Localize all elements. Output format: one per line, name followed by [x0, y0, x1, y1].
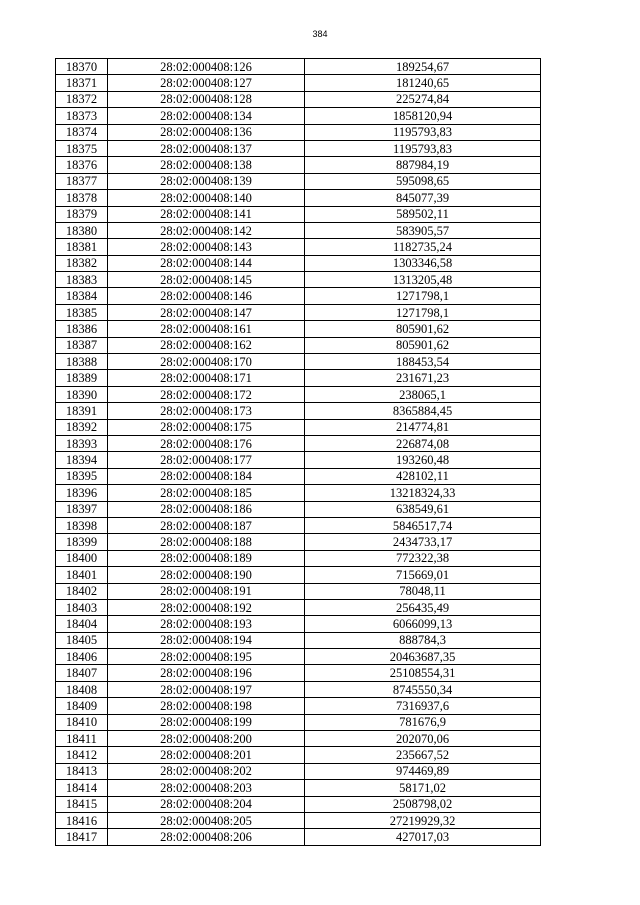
cadastral-number-cell: 28:02:000408:195 [108, 649, 305, 665]
table-row [56, 337, 541, 353]
row-number-cell: 18409 [56, 698, 108, 714]
table-row [56, 780, 541, 796]
cadastral-value-cell: 238065,1 [305, 386, 541, 402]
cadastral-number-cell: 28:02:000408:203 [108, 780, 305, 796]
cadastral-number-cell: 28:02:000408:170 [108, 354, 305, 370]
row-number-cell: 18401 [56, 567, 108, 583]
row-number-cell: 18390 [56, 386, 108, 402]
cadastral-number-cell: 28:02:000408:127 [108, 75, 305, 91]
table-row [56, 272, 541, 288]
cadastral-value-cell: 6066099,13 [305, 616, 541, 632]
table-row [56, 91, 541, 107]
cadastral-value-cell: 805901,62 [305, 337, 541, 353]
cadastral-number-cell: 28:02:000408:193 [108, 616, 305, 632]
row-number-cell: 18413 [56, 763, 108, 779]
row-number-cell: 18383 [56, 272, 108, 288]
cadastral-number-cell: 28:02:000408:189 [108, 550, 305, 566]
cadastral-value-cell: 583905,57 [305, 222, 541, 238]
cadastral-value-cell: 715669,01 [305, 567, 541, 583]
table-row [56, 173, 541, 189]
row-number-cell: 18405 [56, 632, 108, 648]
cadastral-value-cell: 181240,65 [305, 75, 541, 91]
row-number-cell: 18381 [56, 239, 108, 255]
row-number-cell: 18370 [56, 59, 108, 75]
cadastral-number-cell: 28:02:000408:144 [108, 255, 305, 271]
row-number-cell: 18384 [56, 288, 108, 304]
cadastral-number-cell: 28:02:000408:196 [108, 665, 305, 681]
cadastral-value-cell: 427017,03 [305, 829, 541, 845]
cadastral-number-cell: 28:02:000408:198 [108, 698, 305, 714]
cadastral-number-cell: 28:02:000408:185 [108, 485, 305, 501]
row-number-cell: 18372 [56, 91, 108, 107]
cadastral-value-cell: 189254,67 [305, 59, 541, 75]
cadastral-value-cell: 8365884,45 [305, 403, 541, 419]
table-row [56, 190, 541, 206]
cadastral-value-cell: 188453,54 [305, 354, 541, 370]
row-number-cell: 18376 [56, 157, 108, 173]
table-row [56, 517, 541, 533]
cadastral-number-cell: 28:02:000408:186 [108, 501, 305, 517]
cadastral-value-cell: 638549,61 [305, 501, 541, 517]
row-number-cell: 18404 [56, 616, 108, 632]
cadastral-value-cell: 1271798,1 [305, 304, 541, 320]
cadastral-number-cell: 28:02:000408:200 [108, 731, 305, 747]
table-row [56, 157, 541, 173]
cadastral-value-cell: 193260,48 [305, 452, 541, 468]
row-number-cell: 18392 [56, 419, 108, 435]
table-row [56, 304, 541, 320]
table-row [56, 698, 541, 714]
row-number-cell: 18411 [56, 731, 108, 747]
cadastral-number-cell: 28:02:000408:177 [108, 452, 305, 468]
table-row [56, 501, 541, 517]
table-row [56, 599, 541, 615]
cadastral-value-cell: 2434733,17 [305, 534, 541, 550]
table-row [56, 731, 541, 747]
cadastral-value-cell: 202070,06 [305, 731, 541, 747]
cadastral-number-cell: 28:02:000408:139 [108, 173, 305, 189]
cadastral-number-cell: 28:02:000408:205 [108, 812, 305, 828]
row-number-cell: 18400 [56, 550, 108, 566]
table-row [56, 239, 541, 255]
row-number-cell: 18414 [56, 780, 108, 796]
row-number-cell: 18399 [56, 534, 108, 550]
table-row [56, 534, 541, 550]
table-row [56, 714, 541, 730]
cadastral-value-cell: 2508798,02 [305, 796, 541, 812]
cadastral-number-cell: 28:02:000408:187 [108, 517, 305, 533]
table-row [56, 796, 541, 812]
cadastral-value-cell: 20463687,35 [305, 649, 541, 665]
cadastral-number-cell: 28:02:000408:202 [108, 763, 305, 779]
row-number-cell: 18403 [56, 599, 108, 615]
cadastral-number-cell: 28:02:000408:184 [108, 468, 305, 484]
cadastral-number-cell: 28:02:000408:142 [108, 222, 305, 238]
row-number-cell: 18388 [56, 354, 108, 370]
row-number-cell: 18416 [56, 812, 108, 828]
row-number-cell: 18394 [56, 452, 108, 468]
cadastral-value-cell: 8745550,34 [305, 681, 541, 697]
cadastral-value-cell: 428102,11 [305, 468, 541, 484]
row-number-cell: 18386 [56, 321, 108, 337]
cadastral-value-cell: 256435,49 [305, 599, 541, 615]
table-row [56, 140, 541, 156]
row-number-cell: 18373 [56, 108, 108, 124]
cadastral-number-cell: 28:02:000408:192 [108, 599, 305, 615]
row-number-cell: 18375 [56, 140, 108, 156]
cadastral-number-cell: 28:02:000408:197 [108, 681, 305, 697]
cadastral-number-cell: 28:02:000408:175 [108, 419, 305, 435]
cadastral-number-cell: 28:02:000408:162 [108, 337, 305, 353]
cadastral-number-cell: 28:02:000408:171 [108, 370, 305, 386]
cadastral-value-cell: 1858120,94 [305, 108, 541, 124]
table-row [56, 616, 541, 632]
table-row [56, 649, 541, 665]
row-number-cell: 18415 [56, 796, 108, 812]
table-row [56, 354, 541, 370]
cadastral-value-cell: 78048,11 [305, 583, 541, 599]
row-number-cell: 18407 [56, 665, 108, 681]
cadastral-value-cell: 805901,62 [305, 321, 541, 337]
table-body [56, 59, 541, 846]
cadastral-number-cell: 28:02:000408:201 [108, 747, 305, 763]
cadastral-value-cell: 1182735,24 [305, 239, 541, 255]
cadastral-value-cell: 58171,02 [305, 780, 541, 796]
cadastral-value-cell: 225274,84 [305, 91, 541, 107]
cadastral-number-cell: 28:02:000408:146 [108, 288, 305, 304]
row-number-cell: 18396 [56, 485, 108, 501]
table-row [56, 403, 541, 419]
cadastral-number-cell: 28:02:000408:172 [108, 386, 305, 402]
cadastral-value-cell: 1313205,48 [305, 272, 541, 288]
cadastral-value-cell: 589502,11 [305, 206, 541, 222]
cadastral-number-cell: 28:02:000408:191 [108, 583, 305, 599]
table-row [56, 452, 541, 468]
table-row [56, 288, 541, 304]
row-number-cell: 18374 [56, 124, 108, 140]
table-row [56, 829, 541, 845]
cadastral-number-cell: 28:02:000408:145 [108, 272, 305, 288]
table-row [56, 485, 541, 501]
row-number-cell: 18395 [56, 468, 108, 484]
cadastral-number-cell: 28:02:000408:194 [108, 632, 305, 648]
cadastral-number-cell: 28:02:000408:141 [108, 206, 305, 222]
cadastral-value-cell: 214774,81 [305, 419, 541, 435]
table-row [56, 59, 541, 75]
cadastral-number-cell: 28:02:000408:143 [108, 239, 305, 255]
table-row [56, 632, 541, 648]
table-row [56, 812, 541, 828]
cadastral-number-cell: 28:02:000408:126 [108, 59, 305, 75]
table-row [56, 321, 541, 337]
table-row [56, 108, 541, 124]
cadastral-number-cell: 28:02:000408:147 [108, 304, 305, 320]
cadastral-value-cell: 25108554,31 [305, 665, 541, 681]
cadastral-number-cell: 28:02:000408:138 [108, 157, 305, 173]
cadastral-value-cell: 845077,39 [305, 190, 541, 206]
table-row [56, 763, 541, 779]
row-number-cell: 18382 [56, 255, 108, 271]
cadastral-number-cell: 28:02:000408:134 [108, 108, 305, 124]
row-number-cell: 18402 [56, 583, 108, 599]
table-row [56, 75, 541, 91]
cadastral-value-cell: 13218324,33 [305, 485, 541, 501]
table-row [56, 567, 541, 583]
page-number: 384 [312, 29, 328, 39]
table-row [56, 468, 541, 484]
cadastral-value-cell: 887984,19 [305, 157, 541, 173]
table-row [56, 681, 541, 697]
row-number-cell: 18387 [56, 337, 108, 353]
cadastral-value-cell: 888784,3 [305, 632, 541, 648]
cadastral-number-cell: 28:02:000408:188 [108, 534, 305, 550]
row-number-cell: 18397 [56, 501, 108, 517]
table-row [56, 386, 541, 402]
cadastral-number-cell: 28:02:000408:206 [108, 829, 305, 845]
table-row [56, 222, 541, 238]
row-number-cell: 18410 [56, 714, 108, 730]
row-number-cell: 18417 [56, 829, 108, 845]
row-number-cell: 18380 [56, 222, 108, 238]
table-row [56, 435, 541, 451]
cadastral-number-cell: 28:02:000408:136 [108, 124, 305, 140]
row-number-cell: 18389 [56, 370, 108, 386]
cadastral-number-cell: 28:02:000408:199 [108, 714, 305, 730]
row-number-cell: 18398 [56, 517, 108, 533]
cadastral-value-cell: 974469,89 [305, 763, 541, 779]
cadastral-number-cell: 28:02:000408:173 [108, 403, 305, 419]
row-number-cell: 18378 [56, 190, 108, 206]
cadastral-value-cell: 595098,65 [305, 173, 541, 189]
cadastral-value-cell: 1195793,83 [305, 124, 541, 140]
table-row [56, 124, 541, 140]
table-row [56, 255, 541, 271]
cadastral-number-cell: 28:02:000408:137 [108, 140, 305, 156]
cadastral-number-cell: 28:02:000408:204 [108, 796, 305, 812]
row-number-cell: 18406 [56, 649, 108, 665]
cadastral-value-cell: 5846517,74 [305, 517, 541, 533]
cadastral-value-cell: 772322,38 [305, 550, 541, 566]
table-row [56, 665, 541, 681]
cadastral-value-table [55, 58, 541, 846]
row-number-cell: 18412 [56, 747, 108, 763]
row-number-cell: 18371 [56, 75, 108, 91]
cadastral-number-cell: 28:02:000408:128 [108, 91, 305, 107]
row-number-cell: 18379 [56, 206, 108, 222]
cadastral-value-cell: 1303346,58 [305, 255, 541, 271]
table-row [56, 419, 541, 435]
row-number-cell: 18393 [56, 435, 108, 451]
table-row [56, 206, 541, 222]
cadastral-number-cell: 28:02:000408:140 [108, 190, 305, 206]
cadastral-value-cell: 235667,52 [305, 747, 541, 763]
cadastral-value-cell: 781676,9 [305, 714, 541, 730]
row-number-cell: 18377 [56, 173, 108, 189]
cadastral-number-cell: 28:02:000408:176 [108, 435, 305, 451]
cadastral-number-cell: 28:02:000408:190 [108, 567, 305, 583]
cadastral-number-cell: 28:02:000408:161 [108, 321, 305, 337]
table-row [56, 583, 541, 599]
cadastral-value-cell: 1271798,1 [305, 288, 541, 304]
cadastral-value-cell: 231671,23 [305, 370, 541, 386]
table-row [56, 550, 541, 566]
table-row [56, 370, 541, 386]
row-number-cell: 18385 [56, 304, 108, 320]
row-number-cell: 18408 [56, 681, 108, 697]
row-number-cell: 18391 [56, 403, 108, 419]
cadastral-value-cell: 27219929,32 [305, 812, 541, 828]
cadastral-value-cell: 226874,08 [305, 435, 541, 451]
cadastral-value-cell: 1195793,83 [305, 140, 541, 156]
cadastral-value-cell: 7316937,6 [305, 698, 541, 714]
table-row [56, 747, 541, 763]
